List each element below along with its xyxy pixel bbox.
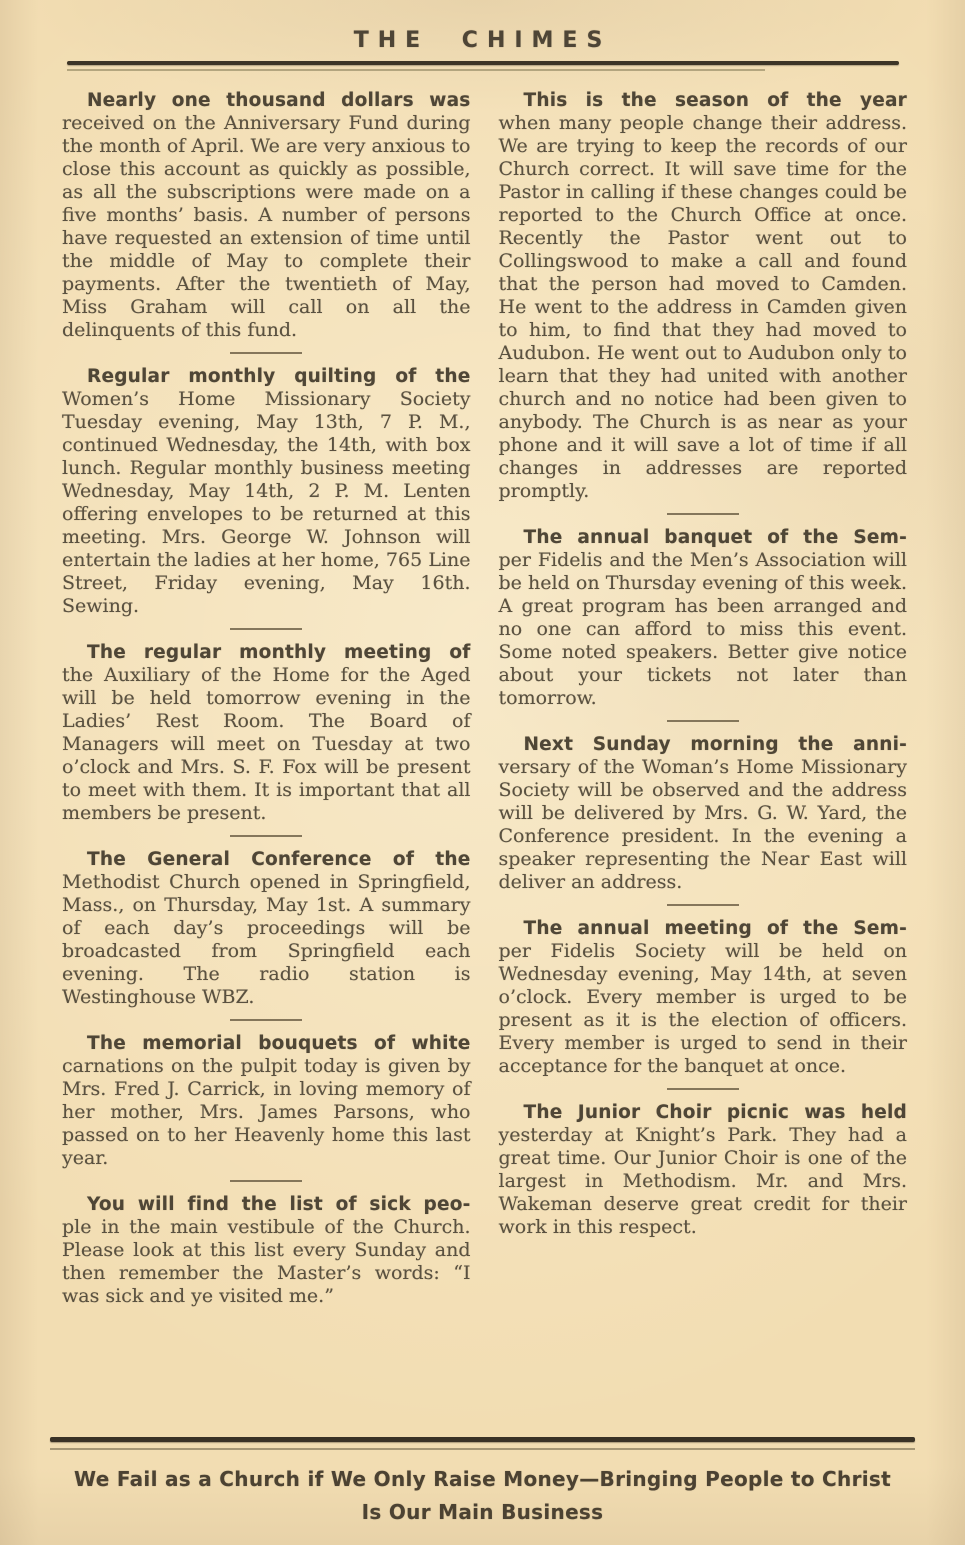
paragraph-body: the Auxiliary of the Home for the Aged will be held tomorrow evening in the Ladies’ Rest Room. The Board of Managers will meet on Tuesday at two o’clock and Mrs. S. F. Fox will be present to meet with them. It is important that all members be present.	[62, 664, 471, 824]
paragraph-body: ple in the main vestibule of the Church. Please look at this list every Sunday and then remember the Master’s words: “I was sick and ye visited me.”	[62, 1216, 471, 1307]
header-rule-thick	[67, 61, 899, 65]
paragraph-body: per Fidelis Society will be held on Wednesday evening, May 14th, at seven o’clock. Every member is urged to be present as it is the election of officers. Every member is urged to send in their acceptance for the banquet at once.	[498, 940, 907, 1077]
paragraph-lead: Next Sunday morning the anni-	[523, 734, 907, 755]
paragraph-body: carnations on the pulpit today is given by Mrs. Fred J. Carrick, in loving memory of her mother, Mrs. James Parsons, who passed on to her Heavenly home this last year.	[62, 1055, 471, 1169]
masthead-title: THE CHIMES	[353, 28, 612, 53]
body-columns	[0, 71, 965, 1403]
paragraph-auxiliary-home-aged	[62, 641, 471, 825]
paragraph-sick-list	[62, 1193, 471, 1308]
paragraph-semper-fidelis-banquet	[499, 526, 908, 710]
paragraph-body: per Fidelis and the Men’s Association will be held on Thursday evening of this week. A great program has been arranged and no one can afford to miss this event. Some noted speakers. Better give notice about your tickets not later than tomorrow.	[498, 549, 907, 709]
section-divider	[230, 1019, 302, 1021]
paragraph-address-changes	[499, 89, 908, 503]
section-divider	[667, 904, 739, 906]
paragraph-lead: You will find the list of sick peo-	[87, 1194, 471, 1215]
paragraph-lead: The General Conference of the	[87, 849, 471, 870]
paragraph-lead: Nearly one thousand dollars was	[87, 90, 471, 111]
paragraph-lead: The annual meeting of the Sem-	[523, 918, 907, 939]
section-divider	[230, 352, 302, 354]
section-divider	[667, 720, 739, 722]
paragraph-body: yesterday at Knight’s Park. They had a great time. Our Junior Choir is one of the largest in Methodism. Mr. and Mrs. Wakeman deserve great credit for their work in this respect.	[498, 1124, 907, 1238]
section-divider	[230, 1180, 302, 1182]
paragraph-body: Women’s Home Missionary Society Tuesday evening, May 13th, 7 P. M., continued Wednesday, the 14th, with box lunch. Regular monthly business meeting Wednesday, May 14th, 2 P. M. Lenten offering envelopes to be returned at this meeting. Mrs. George W. Johnson will entertain the ladies at her home, 765 Line Street, Friday evening, May 16th. Sewing.	[62, 388, 471, 617]
footer-rule-thick	[50, 1437, 915, 1442]
paragraph-whms-anniversary	[499, 733, 908, 894]
paragraph-quilting	[62, 365, 471, 618]
paragraph-junior-choir-picnic	[499, 1101, 908, 1239]
footer-motto-line2: Is Our Main Business	[361, 1500, 604, 1524]
paragraph-semper-fidelis-meeting	[499, 917, 908, 1078]
paragraph-memorial-bouquets	[62, 1032, 471, 1170]
paragraph-general-conference	[62, 848, 471, 1009]
paragraph-body: Methodist Church opened in Springfield, Mass., on Thursday, May 1st. A summary of each day’s proceedings will be broadcasted from Springfield each evening. The radio station is Westinghouse WBZ.	[62, 871, 471, 1008]
paragraph-lead: The Junior Choir picnic was held	[523, 1102, 907, 1123]
paragraph-lead: This is the season of the year	[523, 90, 907, 111]
paragraph-lead: Regular monthly quilting of the	[87, 366, 471, 387]
section-divider	[230, 835, 302, 837]
paragraph-anniversary-fund	[62, 89, 471, 342]
paragraph-lead: The regular monthly meeting of	[87, 642, 471, 663]
column-right	[499, 89, 908, 1403]
column-left	[62, 89, 471, 1403]
footer-motto	[50, 1463, 915, 1529]
paragraph-body: received on the Anniversary Fund during the month of April. We are very anxious to close this account as quickly as possible, as all the subscriptions were made on a five months’ basis. A number of persons have requested an extension of time until the middle of May to complete their payments. After the twentieth of May, Miss Graham will call on all the delinquents of this fund.	[62, 112, 471, 341]
footer-rule-thin	[50, 1448, 915, 1450]
section-divider	[667, 513, 739, 515]
paragraph-body: versary of the Woman’s Home Missionary Society will be observed and the address will be delivered by Mrs. G. W. Yard, the Conference president. In the evening a speaker representing the Near East will deliver an address.	[498, 756, 907, 893]
paragraph-body: when many people change their address. We are trying to keep the records of our Church correct. It will save time for the Pastor in calling if these changes could be reported to the Church Office at once. Recently the Pastor went out to Collingswood to make a call and found that the person had moved to Camden. He went to the address in Camden given to him, to find that they had moved to Audubon. He went out to Audubon only to learn that they had united with another church and no notice had been given to anybody. The Church is as near as your phone and it will save a lot of time if all changes in addresses are reported promptly.	[498, 112, 907, 502]
header-rules	[67, 61, 899, 71]
section-divider	[230, 628, 302, 630]
paragraph-lead: The annual banquet of the Sem-	[523, 527, 907, 548]
footer	[0, 1437, 965, 1545]
footer-motto-line1: We Fail as a Church if We Only Raise Money—Bringing People to Christ	[74, 1467, 891, 1491]
masthead	[0, 0, 965, 71]
paragraph-lead: The memorial bouquets of white	[87, 1033, 471, 1054]
section-divider	[667, 1088, 739, 1090]
